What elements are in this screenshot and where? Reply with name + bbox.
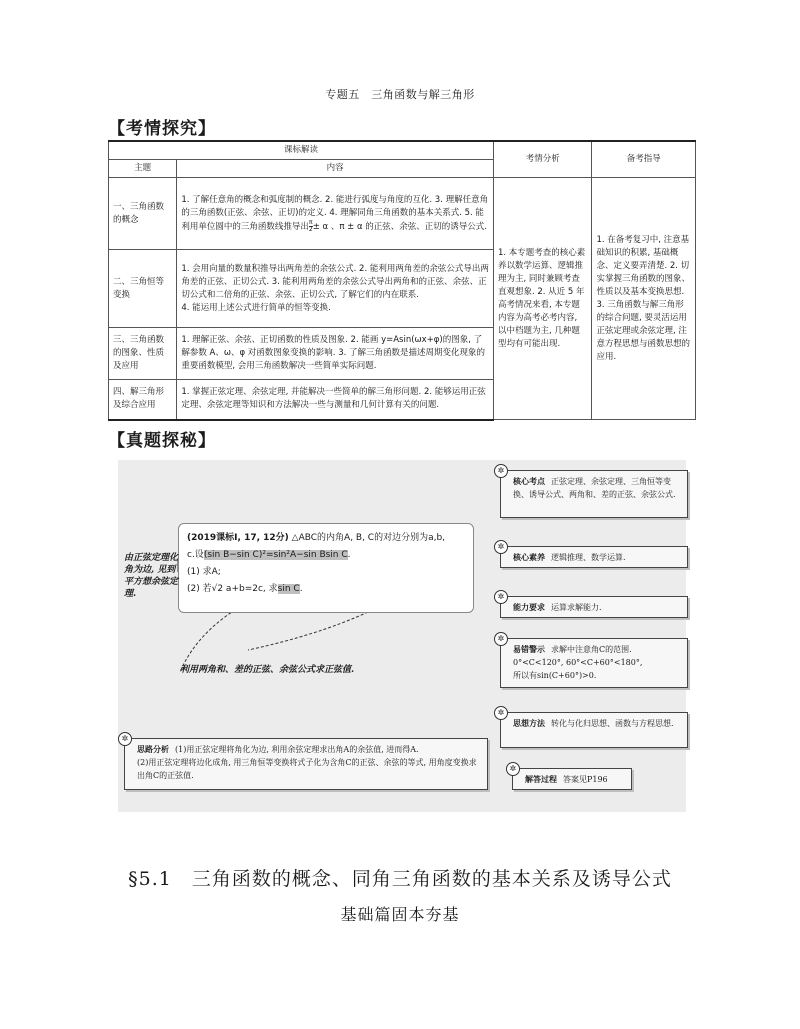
topic-cell: 二、三角恒等变换 [109, 250, 177, 328]
pin-icon: ✲ [494, 590, 508, 604]
note-label: 思路分析 [137, 744, 169, 754]
content-text: 1. 会用向量的数量积推导出两角差的余弦公式. 2. 能利用两角差的余弦公式导出两角差的正弦、正切公式. 3. 能利用两角差的余弦公式导出两角和的正弦、余弦、正切公式和二倍角的正弦、余弦、正切公式, 了解它们的内在联系. [181, 263, 489, 300]
problem-text: . [347, 550, 351, 560]
question-1: (1) 求A; [187, 567, 221, 577]
problem-box [178, 523, 474, 613]
note-text: 求解中注意角C的范围. [551, 645, 632, 654]
problem-text: (2) 若√2 a+b=2c, 求 [187, 584, 278, 594]
topic-cell: 四、解三角形及综合应用 [109, 380, 177, 420]
sub-heading: 基础篇固本夯基 [340, 905, 460, 924]
question-2 [187, 581, 465, 598]
note-text: (1)用正弦定理将角化为边, 利用余弦定理求出角A的余弦值, 进而得A. [175, 745, 419, 754]
note-text: 答案见P196 [563, 775, 608, 784]
topic-header: 主题 [109, 160, 177, 178]
note-method [497, 708, 688, 748]
note-text: 0°<C<120°, 60°<C+60°<180°, [513, 658, 643, 667]
pin-icon: ✲ [494, 632, 508, 646]
problem-text: △ABC的内角A, B, C的对边分别为a,b, [291, 533, 446, 543]
pin-icon: ✲ [494, 540, 508, 554]
highlight-target: sin C [277, 584, 300, 594]
topic-cell: 三、三角函数的图象、性质及应用 [109, 328, 177, 380]
note-text: 运算求解能力. [551, 603, 602, 612]
note-label: 解答过程 [525, 774, 557, 784]
note-core-points [497, 466, 688, 518]
section-title-exam-analysis: 【考情探究】 [108, 119, 216, 139]
problem-source: (2019课标Ⅰ, 17, 12分) [187, 533, 289, 543]
sinC-dashed-arrow [248, 612, 368, 650]
bottom-annotation: 利用两角和、差的正弦、余弦公式求正弦值. [180, 665, 355, 675]
section-title-real-problem: 【真题探秘】 [108, 431, 216, 451]
note-label: 核心素养 [513, 552, 545, 562]
note-label: 核心考点 [513, 476, 545, 486]
pin-icon: ✲ [506, 762, 520, 776]
content-text: 4. 能运用上述公式进行简单的恒等变换. [181, 302, 331, 313]
left-annotation: 由正弦定理化角为边, 见到平方想余弦定理. [124, 553, 179, 599]
note-text: 正弦定理、余弦定理、三角恒等变换、诱导公式、两角和、差的正弦、余弦公式. [513, 477, 676, 499]
fraction-denominator: 2 [308, 225, 313, 233]
topic-cell: 一、三角函数的概念 [109, 178, 177, 250]
content-cell [177, 178, 494, 250]
note-text: (2)用正弦定理将边化成角, 用三角恒等变换将式子化为含角C的正弦、余弦的等式, 用角度变换求出角C的正弦值. [137, 758, 477, 780]
course-interpret-header: 课标解读 [109, 141, 494, 160]
note-analysis [121, 734, 488, 790]
exam-analysis-table [108, 140, 696, 421]
table-row [109, 178, 696, 250]
note-solution [509, 764, 632, 790]
highlight-condition: (sin B−sin C)²=sin²A−sin Bsin C [203, 550, 348, 560]
content-header: 内容 [177, 160, 494, 178]
analysis-header: 考情分析 [493, 141, 592, 178]
problem-text: . [299, 584, 303, 594]
pin-icon: ✲ [494, 706, 508, 720]
problem-line [187, 547, 465, 564]
content-text: ± α 、π ± α 的正弦、余弦、正切的诱导公式. [312, 221, 487, 232]
page-header: 专题五 三角函数与解三角形 [325, 88, 475, 101]
pin-icon: ✲ [494, 464, 508, 478]
note-pitfall [497, 634, 688, 688]
analysis-cell: 1. 本专题考查的核心素养以数学运算、逻辑推理为主, 同时兼顾考查直观想象. 2. 从近 5 年高考情况来看, 本专题内容为高考必考内容, 以中档题为主, 几种题型均有可能出现. [493, 178, 592, 420]
note-text: 所以有sin(C+60°)>0. [513, 671, 597, 680]
note-label: 思想方法 [513, 718, 545, 728]
note-label: 能力要求 [513, 602, 545, 612]
note-text: 逻辑推理、数学运算. [551, 553, 626, 562]
guide-header: 备考指导 [592, 141, 696, 178]
fraction-numerator: π [308, 218, 313, 226]
section-heading: §5.1 三角函数的概念、同角三角函数的基本关系及诱导公式 [128, 868, 672, 890]
content-cell: 1. 理解正弦、余弦、正切函数的性质及图象. 2. 能画 y=Asin(ωx+φ)的图象, 了解参数 A、ω、φ 对函数图象变换的影响. 3. 了解三角函数是描述周期变化现象的重要函数模型, 会用三角函数解决一些简单实际问题. [177, 328, 494, 380]
note-ability [497, 592, 688, 618]
note-core-literacy [497, 542, 688, 568]
note-label: 易错警示 [513, 644, 545, 654]
content-cell [177, 250, 494, 328]
content-cell: 1. 掌握正弦定理、余弦定理, 并能解决一些简单的解三角形问题. 2. 能够运用正弦定理、余弦定理等知识和方法解决一些与测量和几何计算有关的问题. [177, 380, 494, 420]
guide-cell: 1. 在备考复习中, 注意基础知识的积累, 基础概念、定义要弄清楚. 2. 切实掌握三角函数的图象、性质以及基本变换思想. 3. 三角函数与解三角形的综合问题, 要灵活运用正弦定理或余弦定理, 注意方程思想与函数思想的应用. [592, 178, 696, 420]
content-text: 1. 了解任意角的概念和弧度制的概念. 2. 能进行弧度与角度的互化. 3. 理解任意角的三角函数(正弦、余弦、正切)的定义. 4. 理解同角三角函数的基本关系式. 5. 能利用单位圆中的三角函数线推导出 [181, 194, 489, 232]
note-text: 转化与化归思想、函数与方程思想. [551, 719, 674, 728]
problem-line [187, 530, 465, 547]
pin-icon: ✲ [118, 732, 132, 746]
problem-text: c.设 [187, 550, 204, 560]
